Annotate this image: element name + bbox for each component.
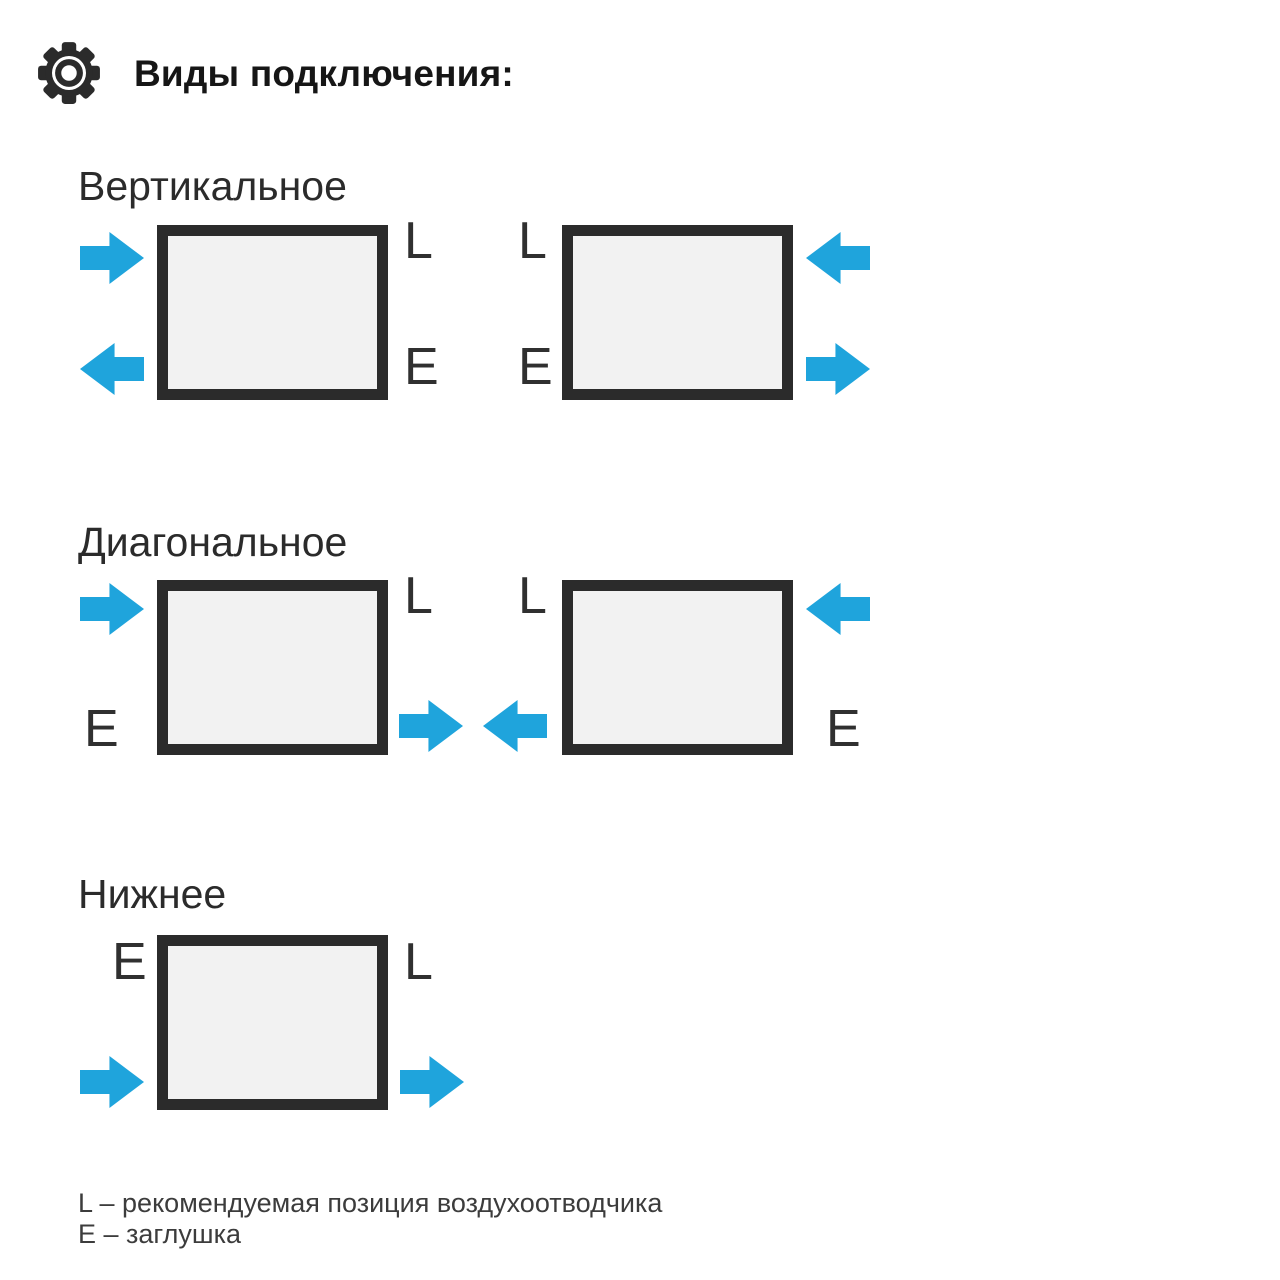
flow-in-arrow-right-icon <box>80 1056 144 1108</box>
port-label-l: L <box>404 567 433 625</box>
radiator-body <box>562 580 793 755</box>
flow-in-arrow-left-icon <box>806 583 870 635</box>
flow-out-arrow-left-icon <box>80 343 144 395</box>
legend-line-l: L – рекомендуемая позиция воздухоотводчика <box>78 1188 663 1218</box>
radiator-body <box>157 225 388 400</box>
flow-out-arrow-right-icon <box>806 343 870 395</box>
port-label-l: L <box>518 212 547 270</box>
section-title-bottom: Нижнее <box>78 871 227 917</box>
gear-icon <box>36 40 102 106</box>
flow-out-arrow-right-icon <box>400 1056 464 1108</box>
port-label-e: E <box>826 700 861 758</box>
flow-out-arrow-left-icon <box>483 700 547 752</box>
legend <box>78 1188 662 1250</box>
port-label-e: E <box>84 700 119 758</box>
section-title-vertical: Вертикальное <box>78 163 347 209</box>
port-label-l: L <box>518 567 547 625</box>
port-label-l: L <box>404 933 433 991</box>
page-title: Виды подключения: <box>134 53 514 94</box>
radiator-body <box>157 935 388 1110</box>
flow-out-arrow-right-icon <box>399 700 463 752</box>
radiator-body <box>562 225 793 400</box>
port-label-e: E <box>112 933 147 991</box>
port-label-e: E <box>404 338 439 396</box>
legend-line-e: E – заглушка <box>78 1219 242 1249</box>
flow-in-arrow-left-icon <box>806 232 870 284</box>
flow-in-arrow-right-icon <box>80 583 144 635</box>
flow-in-arrow-right-icon <box>80 232 144 284</box>
section-title-diagonal: Диагональное <box>78 519 348 565</box>
port-label-l: L <box>404 212 433 270</box>
radiator-body <box>157 580 388 755</box>
port-label-e: E <box>518 338 553 396</box>
